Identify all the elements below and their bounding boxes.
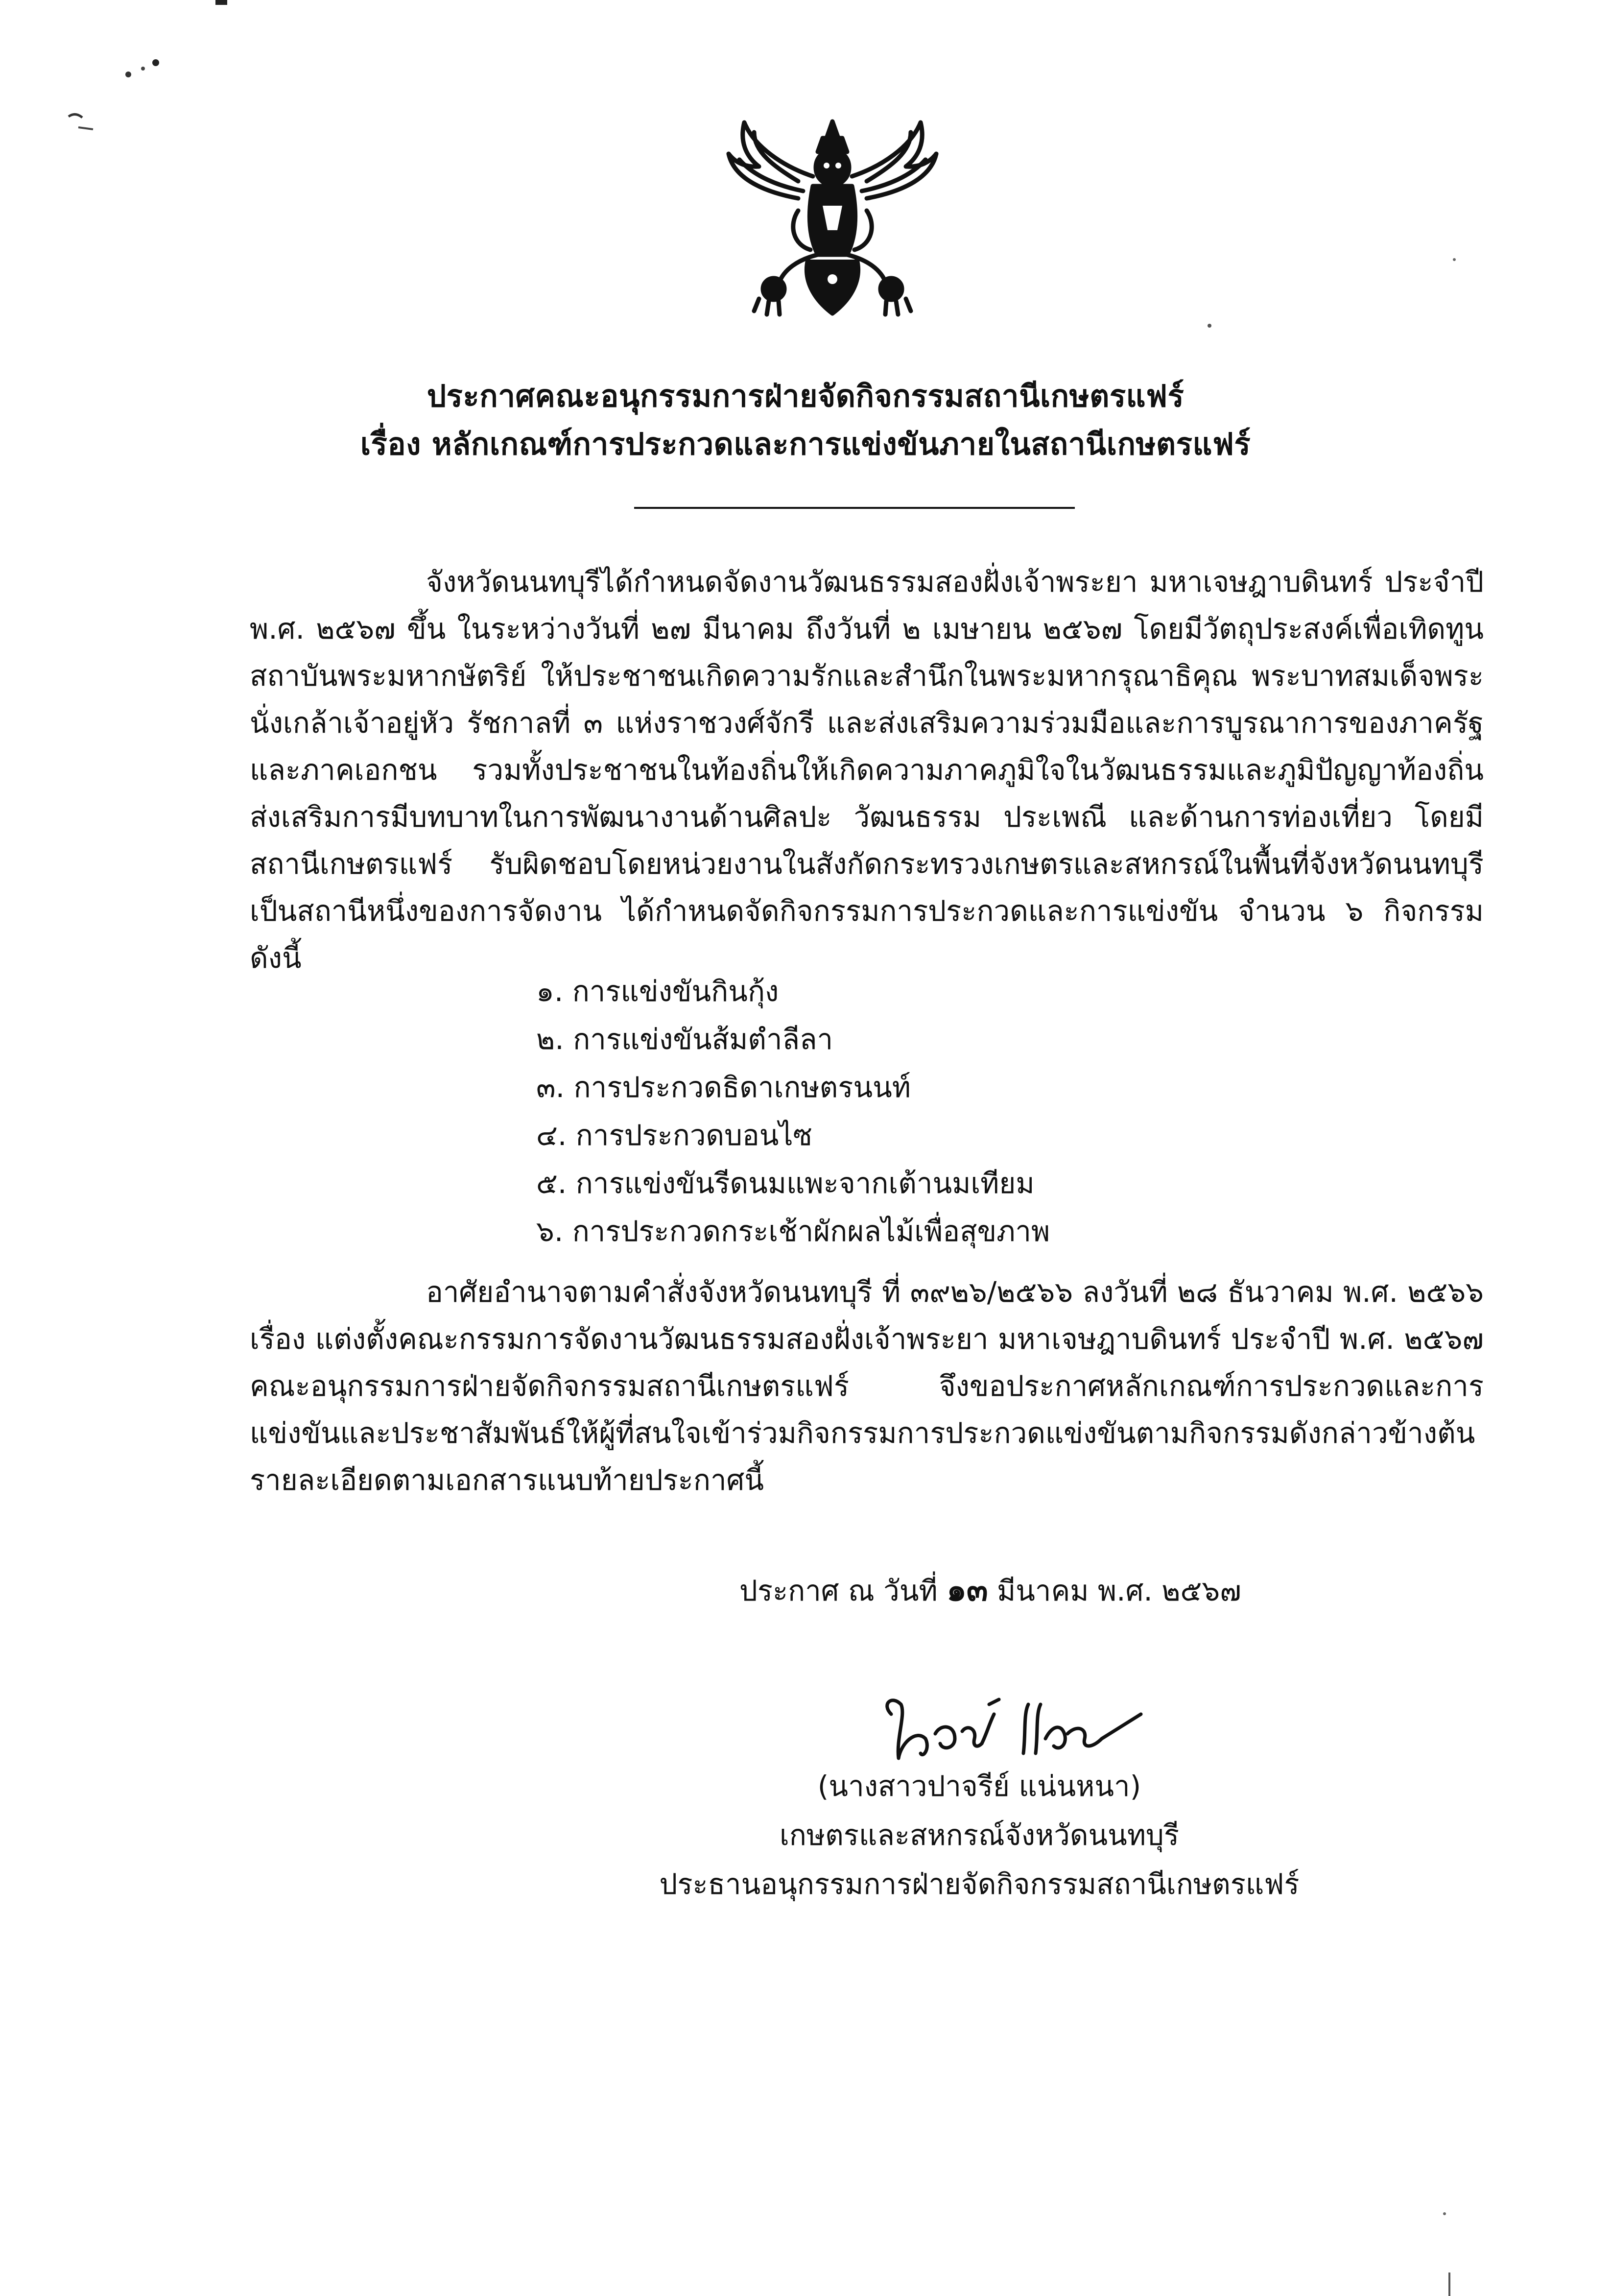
list-item: ๑. การแข่งขันกินกุ้ง [536, 975, 779, 1008]
list-item: ๔. การประกวดบอนไซ [536, 1119, 812, 1152]
date-month-year: มีนาคม พ.ศ. ๒๕๖๗ [997, 1574, 1241, 1607]
garuda-emblem-icon [725, 113, 940, 323]
list-item: ๒. การแข่งขันส้มตำลีลา [536, 1023, 833, 1056]
announcement-title: ประกาศคณะอนุกรรมการฝ่ายจัดกิจกรรมสถานีเกษตรแฟร์ [426, 378, 1185, 414]
handwritten-signature [877, 1685, 1151, 1768]
date-day: ๑๓ [947, 1572, 988, 1608]
date-prefix: ประกาศ ณ วันที่ [739, 1574, 938, 1607]
activity-list [536, 967, 1050, 1255]
announcement-date [739, 1565, 1241, 1615]
list-item: ๖. การประกวดกระเช้าผักผลไม้เพื่อสุขภาพ [536, 1215, 1050, 1248]
signatory-name: (นางสาวปาจรีย์ แน่นหนา) [817, 1770, 1141, 1803]
body-paragraph-1: จังหวัดนนทบุรีได้กำหนดจัดงานวัฒนธรรมสองฝั่งเจ้าพระยา มหาเจษฎาบดินทร์ ประจำปี พ.ศ. ๒๕๖๗ ขึ้น ในระหว่างวันที่ ๒๗ มีนาคม ถึงวันที่ ๒ เมษายน ๒๕๖๗ โดยมีวัตถุประสงค์เพื่อเทิดทูนสถาบันพระมหากษัตริย์ ให้ประชาชนเกิดความรักและสำนึกในพระมหากรุณาธิคุณ พระบาทสมเด็จพระนั่งเกล้าเจ้าอยู่หัว รัชกาลที่ ๓ แห่งราชวงศ์จักรี และส่งเสริมความร่วมมือและการบูรณาการของภาครัฐและภาคเอกชน รวมทั้งประชาชนในท้องถิ่นให้เกิดความภาคภูมิใจในวัฒนธรรมและภูมิปัญญาท้องถิ่น ส่งเสริมการมีบทบาทในการพัฒนางานด้านศิลปะ วัฒนธรรม ประเพณี และด้านการท่องเที่ยว โดยมีสถานีเกษตรแฟร์ รับผิดชอบโดยหน่วยงานในสังกัดกระทรวงเกษตรและสหกรณ์ในพื้นที่จังหวัดนนทบุรี เป็นสถานีหนึ่งของการจัดงาน ได้กำหนดจัดกิจกรรมการประกวดและการแข่งขัน จำนวน ๖ กิจกรรม ดังนี้ [250, 565, 1484, 975]
signatory-committee-position: ประธานอนุกรรมการฝ่ายจัดกิจกรรมสถานีเกษตรแฟร์ [659, 1867, 1300, 1901]
list-item: ๕. การแข่งขันรีดนมแพะจากเต้านมเทียม [536, 1167, 1035, 1200]
title-divider [634, 507, 1075, 509]
signatory-position: เกษตรและสหกรณ์จังหวัดนนทบุรี [779, 1818, 1180, 1852]
body-paragraph-2: อาศัยอำนาจตามคำสั่งจังหวัดนนทบุรี ที่ ๓๙๒๖/๒๕๖๖ ลงวันที่ ๒๘ ธันวาคม พ.ศ. ๒๕๖๖ เรื่อง แต่งตั้งคณะกรรมการจัดงานวัฒนธรรมสองฝั่งเจ้าพระยา มหาเจษฎาบดินทร์ ประจำปี พ.ศ. ๒๕๖๗ คณะอนุกรรมการฝ่ายจัดกิจกรรมสถานีเกษตรแฟร์ จึงขอประกาศหลักเกณฑ์การประกวดและการแข่งขันและประชาสัมพันธ์ให้ผู้ที่สนใจเข้าร่วมกิจกรรมการประกวดแข่งขันตามกิจกรรมดังกล่าวข้างต้น รายละเอียดตามเอกสารแนบท้ายประกาศนี้ [250, 1275, 1484, 1497]
announcement-subject: เรื่อง หลักเกณฑ์การประกวดและการแข่งขันภายในสถานีเกษตรแฟร์ [360, 426, 1251, 462]
list-item: ๓. การประกวดธิดาเกษตรนนท์ [536, 1071, 911, 1104]
